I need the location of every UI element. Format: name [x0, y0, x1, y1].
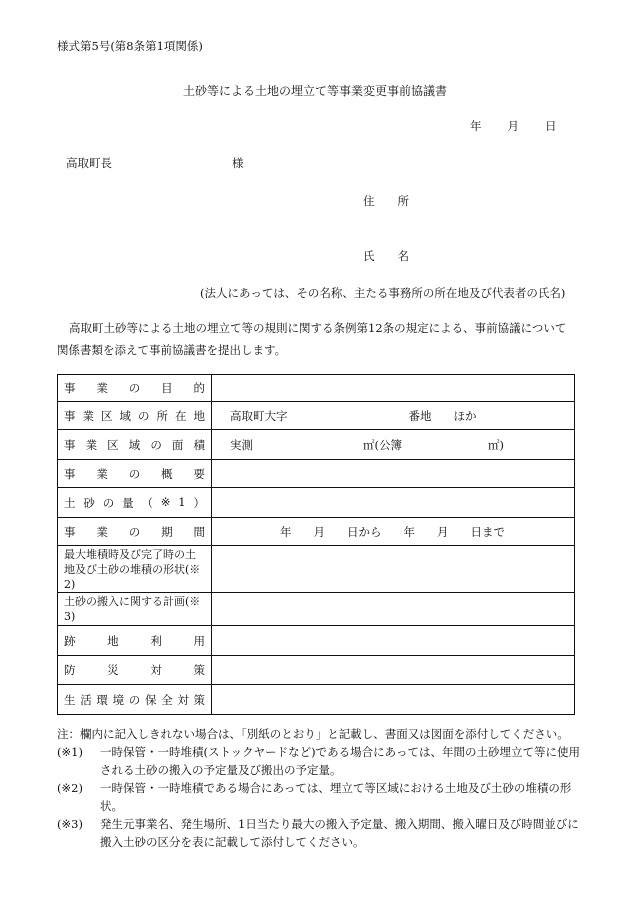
body-text [57, 317, 577, 361]
soil-amount-field[interactable] [212, 488, 575, 518]
table-row [58, 626, 575, 656]
land-use-field[interactable] [212, 626, 575, 656]
disaster-field[interactable] [212, 656, 575, 685]
body-paragraph: 高取町土砂等による土地の埋立て等の規則に関する条例第12条の規定による、事前協議について関係書類を添えて事前協議書を提出します。 [57, 321, 567, 357]
row-label-disaster: 防 災 対 策 [58, 656, 212, 685]
date-year: 年 [470, 119, 482, 133]
location-field[interactable] [212, 402, 575, 430]
address-label: 住 所 [363, 194, 409, 208]
overview-field[interactable] [212, 460, 575, 488]
area-registered: ㎡(公簿 [363, 437, 402, 452]
period-start-year: 年 [280, 524, 292, 539]
table-row [58, 430, 575, 460]
period-end-year: 年 [403, 524, 415, 539]
row-label-land-use: 跡 地 利 用 [58, 626, 212, 656]
location-hoka: ほか [453, 408, 477, 423]
table-row [58, 656, 575, 685]
notes [57, 725, 582, 851]
table-row [58, 593, 575, 626]
period-end-day: 日まで [470, 524, 505, 539]
row-label-overview: 事 業 の 概 要 [58, 460, 212, 488]
row-label-purpose: 事 業 の 目 的 [58, 375, 212, 402]
location-banchi: 番地 [408, 408, 432, 423]
row-label-area: 事 業 区 域 の 面 積 [58, 430, 212, 460]
table-row [58, 375, 575, 402]
purpose-field[interactable] [212, 375, 575, 402]
table-row [58, 488, 575, 518]
addressee: 高取町長 [66, 156, 112, 170]
document-title: 土砂等による土地の埋立て等事業変更事前協議書 [182, 84, 447, 98]
table-row [58, 546, 575, 593]
environment-field[interactable] [212, 685, 575, 715]
row-label-period: 事 業 の 期 間 [58, 518, 212, 546]
date-month: 月 [507, 119, 519, 133]
note-1: (※1) 一時保管・一時堆積(ストックヤードなど)である場合にあっては、年間の土砂埋立て等に使用される土砂の搬入の予定量及び搬出の予定量。 [57, 745, 581, 777]
period-field[interactable] [212, 518, 575, 546]
name-label: 氏 名 [363, 249, 409, 263]
row-label-import-plan: 土砂の搬入に関する計画(※3) [58, 593, 212, 626]
corporate-note: (法人にあっては、その名称、主たる事務所の所在地及び代表者の氏名) [200, 286, 566, 300]
shape-field[interactable] [212, 546, 575, 593]
form-number: 様式第5号(第8条第1項関係) [57, 39, 203, 53]
table-row [58, 460, 575, 488]
location-prefix: 高取町大字 [230, 408, 288, 423]
area-registered-unit: ㎡) [488, 437, 504, 452]
table-row [58, 685, 575, 715]
date-day: 日 [545, 119, 557, 133]
table-row [58, 518, 575, 546]
period-start-month: 月 [313, 524, 325, 539]
addressee-suffix: 様 [232, 156, 244, 170]
period-end-month: 月 [437, 524, 449, 539]
row-label-shape: 最大堆積時及び完了時の土地及び土砂の堆積の形状(※2) [58, 546, 212, 593]
date-line [470, 118, 557, 134]
area-measured: 実測 [230, 437, 253, 452]
note-3: (※3) 発生元事業名、発生場所、1日当たり最大の搬入予定量、搬入期間、搬入曜日及び時間並びに搬入土砂の区分を表に記載して添付してください。 [57, 817, 579, 849]
row-label-location: 事 業 区 域 の 所 在 地 [58, 402, 212, 430]
period-start-day: 日から [347, 524, 382, 539]
details-table [57, 374, 575, 715]
note-2: (※2) 一時保管・一時堆積である場合にあっては、埋立て等区域における土地及び土砂の堆積の形状。 [57, 781, 572, 813]
area-field[interactable] [212, 430, 575, 460]
row-label-environment: 生 活 環 境 の 保 全 対 策 [58, 685, 212, 715]
note-main: 注： 欄内に記入しきれない場合は、「別紙のとおり」と記載し、書面又は図面を添付してください。 [57, 727, 569, 741]
row-label-soil-amount: 土 砂 の 量 （ ※ 1 ） [58, 488, 212, 518]
import-plan-field[interactable] [212, 593, 575, 626]
table-row [58, 402, 575, 430]
